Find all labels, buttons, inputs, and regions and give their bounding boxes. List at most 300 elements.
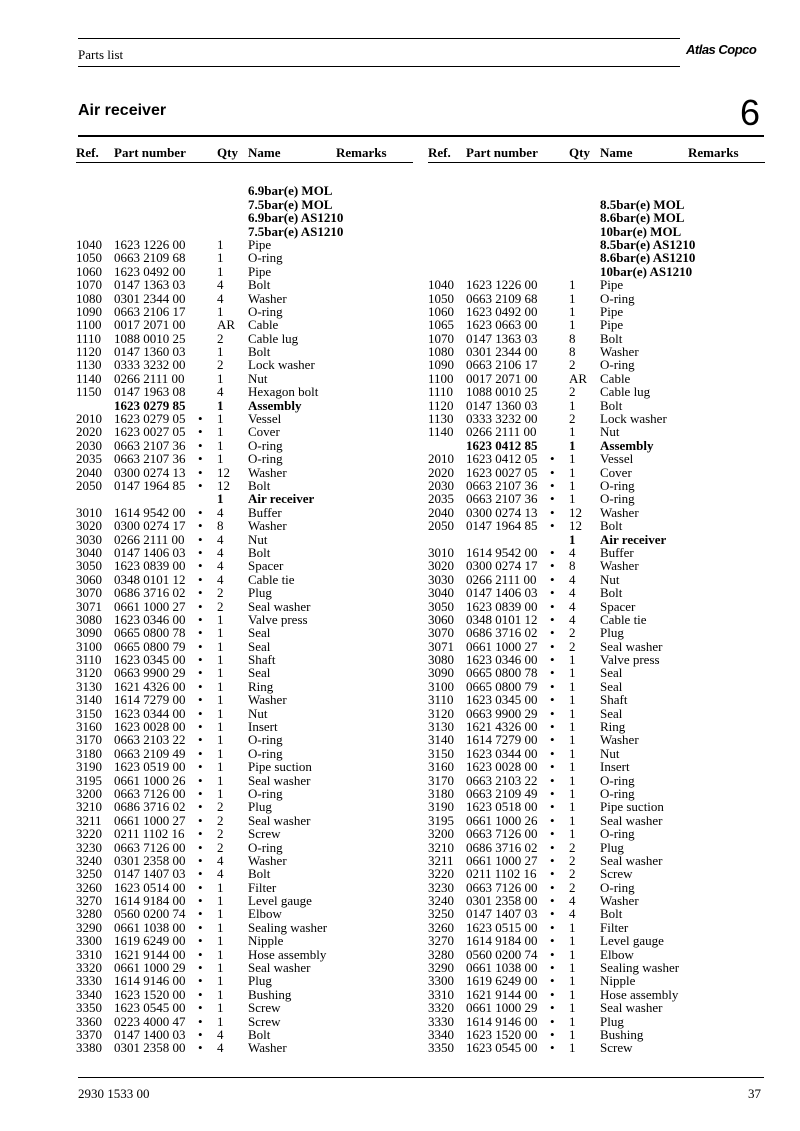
qty-cell: 1 xyxy=(569,986,576,1002)
name-cell: O-ring xyxy=(248,250,283,266)
bullet-cell: • xyxy=(198,652,203,668)
qty-cell: 4 xyxy=(217,1040,224,1056)
name-cell: Washer xyxy=(248,518,287,534)
ref-cell: 3211 xyxy=(428,852,454,868)
part-number-cell: 1614 7279 00 xyxy=(466,732,538,748)
ref-cell: 1120 xyxy=(76,344,102,360)
bullet-cell: • xyxy=(198,866,203,882)
ref-cell: 3195 xyxy=(428,812,454,828)
ref-cell: 3150 xyxy=(428,745,454,761)
table-row xyxy=(428,867,765,880)
part-number-cell: 1623 0346 00 xyxy=(466,652,538,668)
part-number-cell: 0663 2109 68 xyxy=(466,290,538,306)
ref-cell: 3380 xyxy=(76,1040,102,1056)
part-number-cell: 0661 1000 29 xyxy=(466,1000,538,1016)
name-cell: Plug xyxy=(248,799,272,815)
table-row xyxy=(428,452,765,465)
table-row xyxy=(428,198,765,211)
table-row xyxy=(428,733,765,746)
table-row xyxy=(428,372,765,385)
ref-cell: 1140 xyxy=(76,370,102,386)
ref-cell: 3160 xyxy=(428,759,454,775)
qty-cell: 1 xyxy=(217,397,224,413)
part-number-cell: 0663 2103 22 xyxy=(466,772,538,788)
part-number-cell: 1619 6249 00 xyxy=(466,973,538,989)
qty-cell: 4 xyxy=(217,558,224,574)
ref-cell: 1120 xyxy=(428,397,454,413)
table-row xyxy=(76,854,413,867)
ref-cell: 3340 xyxy=(428,1027,454,1042)
part-number-cell: 1623 0412 05 xyxy=(466,451,538,467)
part-number-cell: 1623 0344 00 xyxy=(114,705,186,721)
bullet-cell: • xyxy=(550,665,555,681)
part-number-cell: 0661 1000 26 xyxy=(114,772,186,788)
table-row xyxy=(76,466,413,479)
ref-cell: 1110 xyxy=(76,330,102,346)
name-cell: Shaft xyxy=(600,692,628,708)
part-number-cell: 1623 0279 05 xyxy=(114,411,186,427)
part-number-cell: 0686 3716 02 xyxy=(114,585,186,601)
qty-cell: 2 xyxy=(569,879,576,895)
name-cell: 10bar(e) MOL xyxy=(600,223,682,239)
table-row xyxy=(76,533,413,546)
name-cell: Pipe xyxy=(600,277,624,293)
qty-cell: 12 xyxy=(217,477,230,493)
bullet-cell: • xyxy=(198,424,203,440)
name-cell: Ring xyxy=(600,719,626,735)
bullet-cell: • xyxy=(198,1027,203,1042)
table-row xyxy=(76,693,413,706)
qty-cell: 1 xyxy=(217,370,224,386)
table-row xyxy=(428,921,765,934)
table-row xyxy=(428,707,765,720)
table-row xyxy=(76,613,413,626)
table-row xyxy=(428,693,765,706)
ref-cell: 1130 xyxy=(428,411,454,427)
name-cell: Lock washer xyxy=(600,411,667,427)
ref-cell: 2050 xyxy=(428,518,454,534)
name-cell: Pipe xyxy=(600,317,624,333)
name-cell: Vessel xyxy=(600,451,634,467)
part-number-cell: 0147 1360 03 xyxy=(114,344,186,360)
name-cell: Elbow xyxy=(248,906,282,922)
part-number-cell: 0661 1000 26 xyxy=(466,812,538,828)
qty-cell: 1 xyxy=(217,719,224,735)
table-row xyxy=(76,841,413,854)
ref-cell: 3080 xyxy=(76,611,102,627)
table-row xyxy=(428,974,765,987)
footer-document-number: 2930 1533 00 xyxy=(78,1086,150,1101)
name-cell: O-ring xyxy=(248,437,283,453)
qty-cell: 12 xyxy=(569,504,582,520)
bullet-cell: • xyxy=(198,477,203,493)
qty-cell: 1 xyxy=(569,678,576,694)
ref-cell: 3250 xyxy=(428,906,454,922)
header-name: Name xyxy=(600,145,633,160)
bullet-cell: • xyxy=(198,973,203,989)
bullet-cell: • xyxy=(550,1027,555,1042)
part-number-cell: 0147 1360 03 xyxy=(466,397,538,413)
part-number-cell: 0147 1406 03 xyxy=(114,544,186,560)
name-cell: Ring xyxy=(248,678,274,694)
ref-cell: 3110 xyxy=(428,692,454,708)
name-cell: 6.9bar(e) AS1210 xyxy=(248,210,344,226)
part-number-cell: 0301 2358 00 xyxy=(466,893,538,909)
ref-cell: 3210 xyxy=(428,839,454,855)
qty-cell: 1 xyxy=(569,719,576,735)
name-cell: Bolt xyxy=(248,477,271,493)
bullet-cell: • xyxy=(550,558,555,574)
table-row xyxy=(428,988,765,1001)
name-cell: Seal washer xyxy=(600,1000,663,1016)
ref-cell: 1130 xyxy=(76,357,102,373)
bullet-cell: • xyxy=(550,852,555,868)
table-row xyxy=(76,974,413,987)
ref-cell: 3250 xyxy=(76,866,102,882)
name-cell: Seal xyxy=(600,705,623,721)
table-row xyxy=(76,546,413,559)
qty-cell: 4 xyxy=(217,384,224,400)
part-number-cell: 0301 2344 00 xyxy=(466,344,538,360)
table-row xyxy=(76,948,413,961)
part-number-cell: 0333 3232 00 xyxy=(114,357,186,373)
part-number-cell: 0266 2111 00 xyxy=(114,370,185,386)
name-cell: O-ring xyxy=(248,451,283,467)
part-number-cell: 0147 1400 03 xyxy=(114,1027,186,1042)
ref-cell: 3010 xyxy=(76,504,102,520)
ref-cell: 3020 xyxy=(428,558,454,574)
ref-cell: 2040 xyxy=(428,504,454,520)
qty-cell: 1 xyxy=(217,344,224,360)
qty-cell: 2 xyxy=(217,812,224,828)
qty-cell: 4 xyxy=(217,571,224,587)
part-number-cell: 1614 9146 00 xyxy=(114,973,186,989)
bullet-cell: • xyxy=(198,1000,203,1016)
ref-cell: 3120 xyxy=(428,705,454,721)
table-row xyxy=(76,278,413,291)
table-row xyxy=(428,238,765,251)
table-row xyxy=(428,907,765,920)
name-cell: O-ring xyxy=(248,745,283,761)
part-number-cell: 0665 0800 78 xyxy=(114,625,186,641)
qty-cell: 1 xyxy=(217,451,224,467)
table-row xyxy=(428,265,765,278)
bullet-cell: • xyxy=(198,946,203,962)
ref-cell: 2035 xyxy=(76,451,102,467)
qty-cell: 1 xyxy=(217,745,224,761)
ref-cell: 3150 xyxy=(76,705,102,721)
bullet-cell: • xyxy=(198,504,203,520)
table-row xyxy=(428,412,765,425)
part-number-cell: 1623 0515 00 xyxy=(466,919,538,935)
ref-cell: 3060 xyxy=(428,611,454,627)
name-cell: Bolt xyxy=(600,518,623,534)
bullet-cell: • xyxy=(550,812,555,828)
part-number-cell: 0560 0200 74 xyxy=(114,906,186,922)
table-row xyxy=(76,827,413,840)
bullet-cell: • xyxy=(198,879,203,895)
name-cell: Bushing xyxy=(600,1027,644,1042)
qty-cell: 1 xyxy=(217,960,224,976)
qty-cell: 2 xyxy=(217,357,224,373)
ref-cell: 1100 xyxy=(76,317,102,333)
part-number-cell: 1623 0545 00 xyxy=(466,1040,538,1056)
name-cell: O-ring xyxy=(600,879,635,895)
table-row xyxy=(76,1015,413,1028)
ref-cell: 3195 xyxy=(76,772,102,788)
qty-cell: 1 xyxy=(569,785,576,801)
table-row xyxy=(76,292,413,305)
name-cell: 10bar(e) AS1210 xyxy=(600,263,693,279)
ref-cell: 3260 xyxy=(428,919,454,935)
part-number-cell: 0663 2107 36 xyxy=(114,451,186,467)
part-number-cell: 1614 9542 00 xyxy=(114,504,186,520)
name-cell: O-ring xyxy=(600,772,635,788)
table-row xyxy=(76,399,413,412)
ref-cell: 1040 xyxy=(76,236,102,252)
part-number-cell: 1614 7279 00 xyxy=(114,692,186,708)
qty-cell: 1 xyxy=(569,397,576,413)
qty-cell: 1 xyxy=(217,678,224,694)
qty-cell: 2 xyxy=(217,799,224,815)
qty-cell: 1 xyxy=(217,263,224,279)
ref-cell: 2030 xyxy=(428,477,454,493)
part-number-cell: 0017 2071 00 xyxy=(466,370,538,386)
qty-cell: 2 xyxy=(217,826,224,842)
qty-cell: 1 xyxy=(217,933,224,949)
part-number-cell: 0661 1000 27 xyxy=(466,852,538,868)
part-number-cell: 0300 0274 17 xyxy=(114,518,186,534)
ref-cell: 3320 xyxy=(428,1000,454,1016)
part-number-cell: 0663 9900 29 xyxy=(466,705,538,721)
bullet-cell: • xyxy=(550,518,555,534)
name-cell: Bolt xyxy=(600,906,623,922)
qty-cell: 4 xyxy=(217,1027,224,1042)
qty-cell: 4 xyxy=(569,544,576,560)
part-number-cell: 1614 9184 00 xyxy=(466,933,538,949)
bullet-cell: • xyxy=(198,826,203,842)
name-cell: Seal washer xyxy=(600,638,663,654)
part-number-cell: 0147 1963 08 xyxy=(114,384,186,400)
qty-cell: 1 xyxy=(217,303,224,319)
bullet-cell: • xyxy=(198,411,203,427)
qty-cell: 1 xyxy=(569,491,576,507)
qty-cell: 1 xyxy=(569,531,576,547)
name-cell: O-ring xyxy=(248,732,283,748)
ref-cell: 3370 xyxy=(76,1027,102,1042)
qty-cell: 2 xyxy=(569,852,576,868)
ref-cell: 3280 xyxy=(76,906,102,922)
ref-cell: 3050 xyxy=(76,558,102,574)
qty-cell: 4 xyxy=(217,531,224,547)
column-header xyxy=(76,145,413,163)
name-cell: 8.6bar(e) AS1210 xyxy=(600,250,696,266)
qty-cell: 8 xyxy=(569,558,576,574)
bullet-cell: • xyxy=(198,839,203,855)
table-row xyxy=(428,573,765,586)
header-rule-bottom xyxy=(78,66,680,67)
bullet-cell: • xyxy=(198,772,203,788)
qty-cell: 1 xyxy=(569,1000,576,1016)
table-row xyxy=(76,867,413,880)
table-row xyxy=(76,707,413,720)
part-number-cell: 0147 1964 85 xyxy=(466,518,538,534)
qty-cell: 1 xyxy=(217,625,224,641)
qty-cell: 1 xyxy=(569,424,576,440)
name-cell: Nut xyxy=(248,705,268,721)
ref-cell: 3300 xyxy=(428,973,454,989)
qty-cell: 1 xyxy=(569,437,576,453)
ref-cell: 1065 xyxy=(428,317,454,333)
table-row xyxy=(428,1015,765,1028)
qty-cell: 1 xyxy=(217,692,224,708)
ref-cell: 3310 xyxy=(428,986,454,1002)
spacer-row xyxy=(428,171,765,184)
ref-cell: 1040 xyxy=(428,277,454,293)
qty-cell: 1 xyxy=(217,411,224,427)
bullet-cell: • xyxy=(550,960,555,976)
ref-cell: 2050 xyxy=(76,477,102,493)
table-row xyxy=(428,251,765,264)
name-cell: Hexagon bolt xyxy=(248,384,319,400)
table-row xyxy=(76,345,413,358)
table-row xyxy=(76,238,413,251)
name-cell: Screw xyxy=(248,1013,281,1029)
part-number-cell: 0663 2107 36 xyxy=(466,477,538,493)
table-row xyxy=(428,425,765,438)
part-number-cell: 0147 1407 03 xyxy=(114,866,186,882)
atlas-copco-logo: Atlas Copco xyxy=(686,42,757,57)
section-title: Air receiver xyxy=(78,102,167,119)
bullet-cell: • xyxy=(550,611,555,627)
qty-cell: 1 xyxy=(569,826,576,842)
ref-cell: 3130 xyxy=(428,719,454,735)
part-number-cell: 1623 0545 00 xyxy=(114,1000,186,1016)
name-cell: Air receiver xyxy=(600,531,667,547)
ref-cell: 3290 xyxy=(428,960,454,976)
bullet-cell: • xyxy=(550,705,555,721)
part-number-cell: 1623 0518 00 xyxy=(466,799,538,815)
spacer-row xyxy=(428,184,765,197)
header-ref: Ref. xyxy=(428,145,451,160)
ref-cell: 1110 xyxy=(428,384,454,400)
part-number-cell: 1623 1520 00 xyxy=(466,1027,538,1042)
table-row xyxy=(76,452,413,465)
table-row xyxy=(428,318,765,331)
bullet-cell: • xyxy=(550,759,555,775)
qty-cell: 1 xyxy=(217,652,224,668)
ref-cell: 3030 xyxy=(76,531,102,547)
name-cell: Filter xyxy=(600,919,629,935)
bullet-cell: • xyxy=(550,839,555,855)
table-row xyxy=(76,921,413,934)
ref-cell: 1050 xyxy=(76,250,102,266)
name-cell: Hose assembly xyxy=(248,946,327,962)
bullet-cell: • xyxy=(550,1013,555,1029)
footer-rule xyxy=(78,1077,764,1078)
bullet-cell: • xyxy=(198,705,203,721)
qty-cell: 1 xyxy=(217,759,224,775)
bullet-cell: • xyxy=(198,531,203,547)
qty-cell: 1 xyxy=(569,745,576,761)
bullet-cell: • xyxy=(550,477,555,493)
ref-cell: 3140 xyxy=(428,732,454,748)
qty-cell: 4 xyxy=(569,585,576,601)
part-number-cell: 0348 0101 12 xyxy=(466,611,538,627)
header-remarks: Remarks xyxy=(688,145,739,160)
ref-cell: 3050 xyxy=(428,598,454,614)
part-number-cell: 0663 7126 00 xyxy=(114,839,186,855)
qty-cell: 4 xyxy=(569,906,576,922)
qty-cell: 1 xyxy=(217,879,224,895)
ref-cell: 3190 xyxy=(76,759,102,775)
bullet-cell: • xyxy=(550,946,555,962)
table-row xyxy=(76,666,413,679)
qty-cell: 12 xyxy=(217,464,230,480)
ref-cell: 3210 xyxy=(76,799,102,815)
table-row xyxy=(428,586,765,599)
name-cell: Plug xyxy=(600,1013,624,1029)
name-cell: 8.5bar(e) AS1210 xyxy=(600,236,696,252)
ref-cell: 3070 xyxy=(428,625,454,641)
name-cell: Seal washer xyxy=(600,812,663,828)
ref-cell: 2010 xyxy=(76,411,102,427)
name-cell: Washer xyxy=(600,893,639,909)
ref-cell: 3160 xyxy=(76,719,102,735)
bullet-cell: • xyxy=(198,986,203,1002)
bullet-cell: • xyxy=(198,919,203,935)
part-number-cell: 1623 1520 00 xyxy=(114,986,186,1002)
qty-cell: 1 xyxy=(217,437,224,453)
table-row xyxy=(428,800,765,813)
name-cell: Vessel xyxy=(248,411,282,427)
part-number-cell: 1623 0028 00 xyxy=(466,759,538,775)
ref-cell: 3330 xyxy=(428,1013,454,1029)
table-row xyxy=(428,439,765,452)
name-cell: O-ring xyxy=(600,357,635,373)
bullet-cell: • xyxy=(198,692,203,708)
ref-cell: 3020 xyxy=(76,518,102,534)
qty-cell: 1 xyxy=(569,277,576,293)
part-number-cell: 1623 0345 00 xyxy=(466,692,538,708)
ref-cell: 3090 xyxy=(428,665,454,681)
part-number-cell: 0266 2111 00 xyxy=(466,424,537,440)
part-number-cell: 0663 2106 17 xyxy=(114,303,186,319)
header-rule-top xyxy=(78,38,680,39)
bullet-cell: • xyxy=(198,451,203,467)
part-number-cell: 1623 0492 00 xyxy=(466,303,538,319)
table-row xyxy=(76,251,413,264)
ref-cell: 3110 xyxy=(76,652,102,668)
table-row xyxy=(76,800,413,813)
part-number-cell: 0348 0101 12 xyxy=(114,571,186,587)
table-row xyxy=(76,1001,413,1014)
table-row xyxy=(428,278,765,291)
name-cell: Cable tie xyxy=(600,611,647,627)
part-number-cell: 0661 1000 27 xyxy=(114,598,186,614)
part-number-cell: 0223 4000 47 xyxy=(114,1013,186,1029)
table-row xyxy=(428,506,765,519)
table-row xyxy=(428,358,765,371)
name-cell: Insert xyxy=(600,759,630,775)
table-row xyxy=(428,519,765,532)
qty-cell: 1 xyxy=(217,705,224,721)
header-qty: Qty xyxy=(217,145,238,160)
ref-cell: 3010 xyxy=(428,544,454,560)
qty-cell: 2 xyxy=(569,866,576,882)
bullet-cell: • xyxy=(550,826,555,842)
qty-cell: 1 xyxy=(569,1027,576,1042)
